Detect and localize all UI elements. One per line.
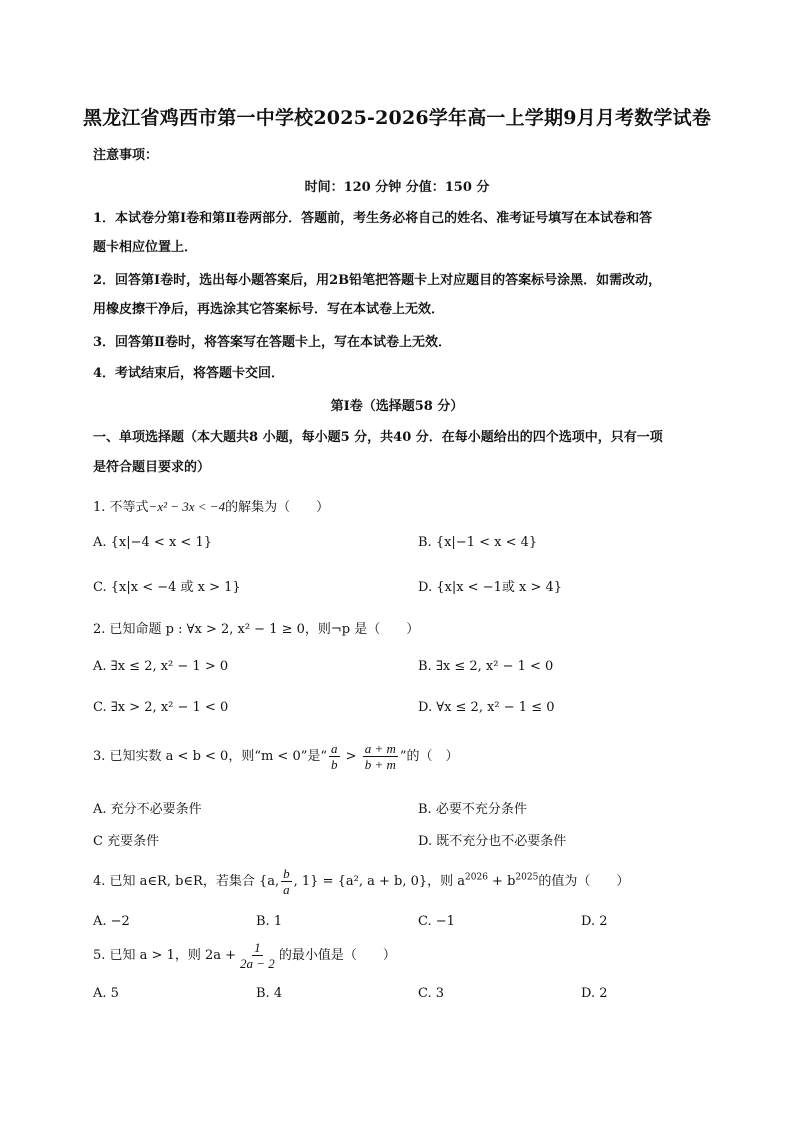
exam-title: 黑龙江省鸡西市第一中学校2025-2026学年高一上学期9月月考数学试卷 [82, 107, 712, 129]
q1-option-b[interactable]: B. {x|−1 < x < 4} [418, 535, 538, 550]
q5-option-a[interactable]: A. 5 [93, 986, 119, 1001]
q3-option-b[interactable]: B. 必要不充分条件 [418, 802, 527, 817]
instruction-line: 用橡皮擦干净后，再选涂其它答案标号．写在本试卷上无效． [93, 302, 445, 317]
q3-fraction-1 [329, 741, 340, 772]
q3-option-a[interactable]: A. 充分不必要条件 [93, 802, 202, 817]
q4-frac-num: b [283, 866, 290, 881]
q3-suffix: ”的（ ） [399, 749, 459, 764]
instruction-line: 1．本试卷分第Ⅰ卷和第Ⅱ卷两部分．答题前，考生务必将自己的姓名、准考证号填写在本试卷和答 [93, 211, 653, 226]
instruction-line: 4．考试结束后，将答题卡交回． [93, 366, 285, 381]
q4-exp1: 2026 [465, 872, 488, 883]
q5-prefix: 5. 已知 a > 1，则 2a + [93, 948, 237, 963]
q5-frac-den: 2a − 2 [240, 956, 275, 971]
section1-heading-cont: 是符合题目要求的） [93, 460, 211, 475]
q5-frac-num: 1 [254, 940, 261, 955]
q3-fraction-2 [363, 741, 398, 772]
q3-frac2-den: b + m [364, 757, 396, 772]
instruction-line: 3．回答第Ⅱ卷时，将答案写在答题卡上，写在本试卷上无效． [93, 335, 452, 350]
q1-prefix: 1. 不等式 [93, 500, 149, 515]
q2-option-b[interactable]: B. ∃x ≤ 2, x² − 1 < 0 [418, 659, 554, 674]
instruction-line: 2．回答第Ⅰ卷时，选出每小题答案后，用2B铅笔把答题卡上对应题目的答案标号涂黑．如需改动， [93, 273, 662, 288]
q1-expression: −x² − 3x < −4 [148, 499, 226, 514]
q5-option-d[interactable]: D. 2 [581, 986, 608, 1001]
question-2: 2. 已知命题 p : ∀x > 2, x² − 1 ≥ 0，则¬p 是（ ） [93, 622, 420, 637]
question-3 [93, 741, 459, 772]
q1-option-c[interactable]: C. {x|x < −4 或 x > 1} [93, 580, 241, 595]
instruction-line: 题卡相应位置上． [93, 240, 198, 255]
q1-option-a[interactable]: A. {x|−4 < x < 1} [93, 535, 212, 550]
q4-plus: + b [487, 874, 516, 889]
q4-exp2: 2025 [515, 872, 539, 883]
part1-title: 第Ⅰ卷（选择题58 分） [330, 399, 464, 414]
q5-suffix: 的最小值是（ ） [278, 948, 396, 963]
q1-suffix: 的解集为（ ） [225, 500, 330, 515]
q3-gt: > [341, 749, 361, 764]
section1-heading: 一、单项选择题（本大题共8 小题，每小题5 分，共40 分．在每小题给出的四个选项中，只有一项 [93, 430, 663, 445]
notice-label: 注意事项： [93, 148, 159, 163]
q5-option-b[interactable]: B. 4 [256, 986, 283, 1001]
q4-option-d[interactable]: D. 2 [581, 914, 608, 929]
q4-mid: , 1} = {a², a + b, 0}，则 a [293, 874, 466, 889]
question-5 [93, 940, 396, 971]
q2-option-a[interactable]: A. ∃x ≤ 2, x² − 1 > 0 [93, 659, 229, 674]
question-4 [93, 866, 629, 897]
q4-option-c[interactable]: C. −1 [418, 914, 455, 929]
q3-prefix: 3. 已知实数 a < b < 0，则“m < 0”是“ [93, 749, 328, 764]
q4-suffix: 的值为（ ） [538, 874, 630, 889]
question-1 [93, 496, 329, 515]
q5-fraction [238, 940, 277, 971]
q4-option-a[interactable]: A. −2 [93, 914, 130, 929]
q3-option-d[interactable]: D. 既不充分也不必要条件 [418, 834, 567, 849]
q3-frac1-num: a [331, 741, 338, 756]
q4-option-b[interactable]: B. 1 [256, 914, 283, 929]
q3-frac1-den: b [331, 757, 338, 772]
exam-meta: 时间：120 分钟 分值：150 分 [304, 180, 490, 195]
q2-option-d[interactable]: D. ∀x ≤ 2, x² − 1 ≤ 0 [418, 700, 555, 715]
q4-fraction [281, 866, 292, 897]
q4-prefix: 4. 已知 a∈R, b∈R，若集合 {a, [93, 874, 280, 889]
q4-frac-den: a [283, 882, 290, 897]
q3-option-c[interactable]: C 充要条件 [93, 834, 160, 849]
q5-option-c[interactable]: C. 3 [418, 986, 445, 1001]
q1-option-d[interactable]: D. {x|x < −1或 x > 4} [418, 580, 563, 595]
q2-option-c[interactable]: C. ∃x > 2, x² − 1 < 0 [93, 700, 229, 715]
q3-frac2-num: a + m [364, 741, 396, 756]
